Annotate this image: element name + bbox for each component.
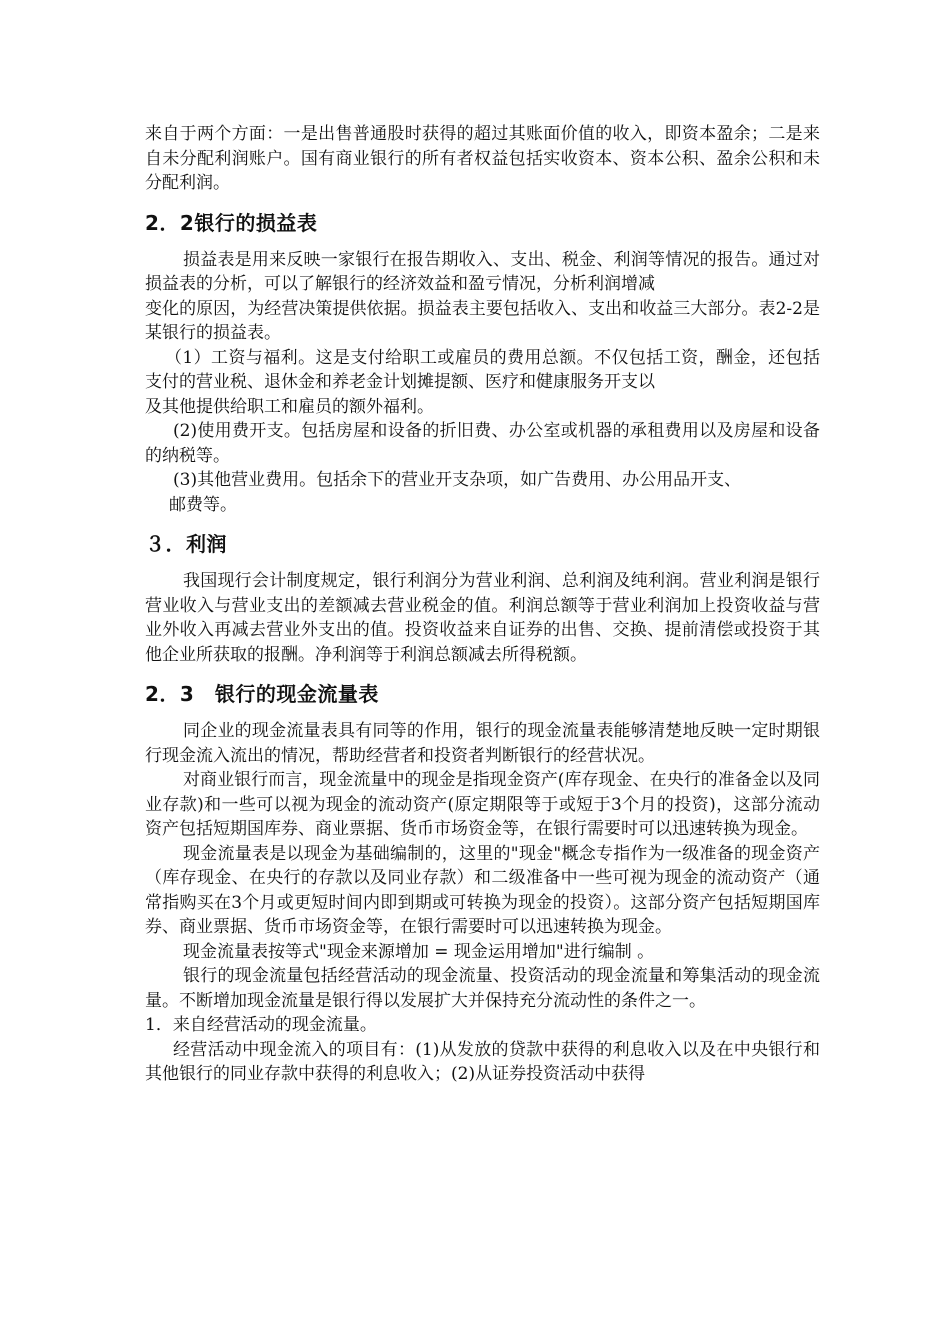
profit-paragraph: 我国现行会计制度规定，银行利润分为营业利润、总利润及纯利润。营业利润是银行营业收入与营业支出的差额减去营业税金的值。利润总额等于营业利润加上投资收益与营业外收入再减去营业外支出的值。投资收益来自证券的出售、交换、提前清偿或投资于其他企业所获取的报酬。净利润等于利润总额减去所得税额。 <box>145 571 820 665</box>
cash-flow-paragraph-3: 现金流量表是以现金为基础编制的，这里的"现金"概念专指作为一级准备的现金资产（库存现金、在央行的存款以及同业存款）和二级准备中一些可视为现金的流动资产（通常指购买在3个月或更短时间内即到期或可转换为现金的投资）。这部分资产包括短期国库券、商业票据、货币市场资金等，在银行需要时可以迅速转换为现金。 <box>145 843 820 937</box>
income-statement-paragraph-cont: 变化的原因，为经营决策提供依据。损益表主要包括收入、支出和收益三大部分。表2-2是某银行的损益表。 <box>145 298 820 343</box>
list-item-other-expenses-cont: 邮费等。 <box>169 494 237 515</box>
list-item-usage-fees: (2)使用费开支。包括房屋和设备的折旧费、办公室或机器的承租费用以及房屋和设备的纳税等。 <box>145 421 820 466</box>
section-heading-2-3: 2．3 银行的现金流量表 <box>145 682 379 706</box>
section-heading-2-2: 2．2银行的损益表 <box>145 210 318 235</box>
cash-flow-paragraph-5: 银行的现金流量包括经营活动的现金流量、投资活动的现金流量和筹集活动的现金流量。不断增加现金流量是银行得以发展扩大并保持充分流动性的条件之一。 <box>145 966 820 1011</box>
cash-flow-paragraph-6: 经营活动中现金流入的项目有：(1)从发放的贷款中获得的利息收入以及在中央银行和其他银行的同业存款中获得的利息收入；(2)从证券投资活动中获得 <box>145 1039 820 1084</box>
list-item-wages-cont: 及其他提供给职工和雇员的额外福利。 <box>145 396 434 417</box>
section-heading-3: ３．利润 <box>145 532 227 556</box>
list-item-wages: （1）工资与福利。这是支付给职工或雇员的费用总额。不仅包括工资，酬金，还包括支付的营业税、退休金和养老金计划摊提额、医疗和健康服务开支以 <box>145 347 820 392</box>
income-statement-paragraph: 损益表是用来反映一家银行在报告期收入、支出、税金、利润等情况的报告。通过对损益表的分析，可以了解银行的经济效益和盈亏情况，分析利润增减 <box>145 249 820 294</box>
cash-flow-paragraph-1: 同企业的现金流量表具有同等的作用，银行的现金流量表能够清楚地反映一定时期银行现金流入流出的情况，帮助经营者和投资者判断银行的经营状况。 <box>145 721 820 766</box>
cash-flow-paragraph-2: 对商业银行而言，现金流量中的现金是指现金资产(库存现金、在央行的准备金以及同业存款)和一些可以视为现金的流动资产(原定期限等于或短于3个月的投资)，这部分流动资产包括短期国库券、商业票据、货币市场资金等，在银行需要时可以迅速转换为现金。 <box>145 770 820 839</box>
list-item-other-expenses: (3)其他营业费用。包括余下的营业开支杂项，如广告费用、办公用品开支、 <box>173 470 742 490</box>
cash-flow-paragraph-4: 现金流量表按等式"现金来源增加 = 现金运用增加"进行编制 。 <box>183 941 655 962</box>
document-body <box>145 122 820 1087</box>
intro-paragraph: 来自于两个方面：一是出售普通股时获得的超过其账面价值的收入，即资本盈余；二是来自未分配利润账户。国有商业银行的所有者权益包括实收资本、资本公积、盈余公积和未分配利润。 <box>145 124 820 193</box>
subsection-heading-operating: 1．来自经营活动的现金流量。 <box>145 1015 377 1035</box>
